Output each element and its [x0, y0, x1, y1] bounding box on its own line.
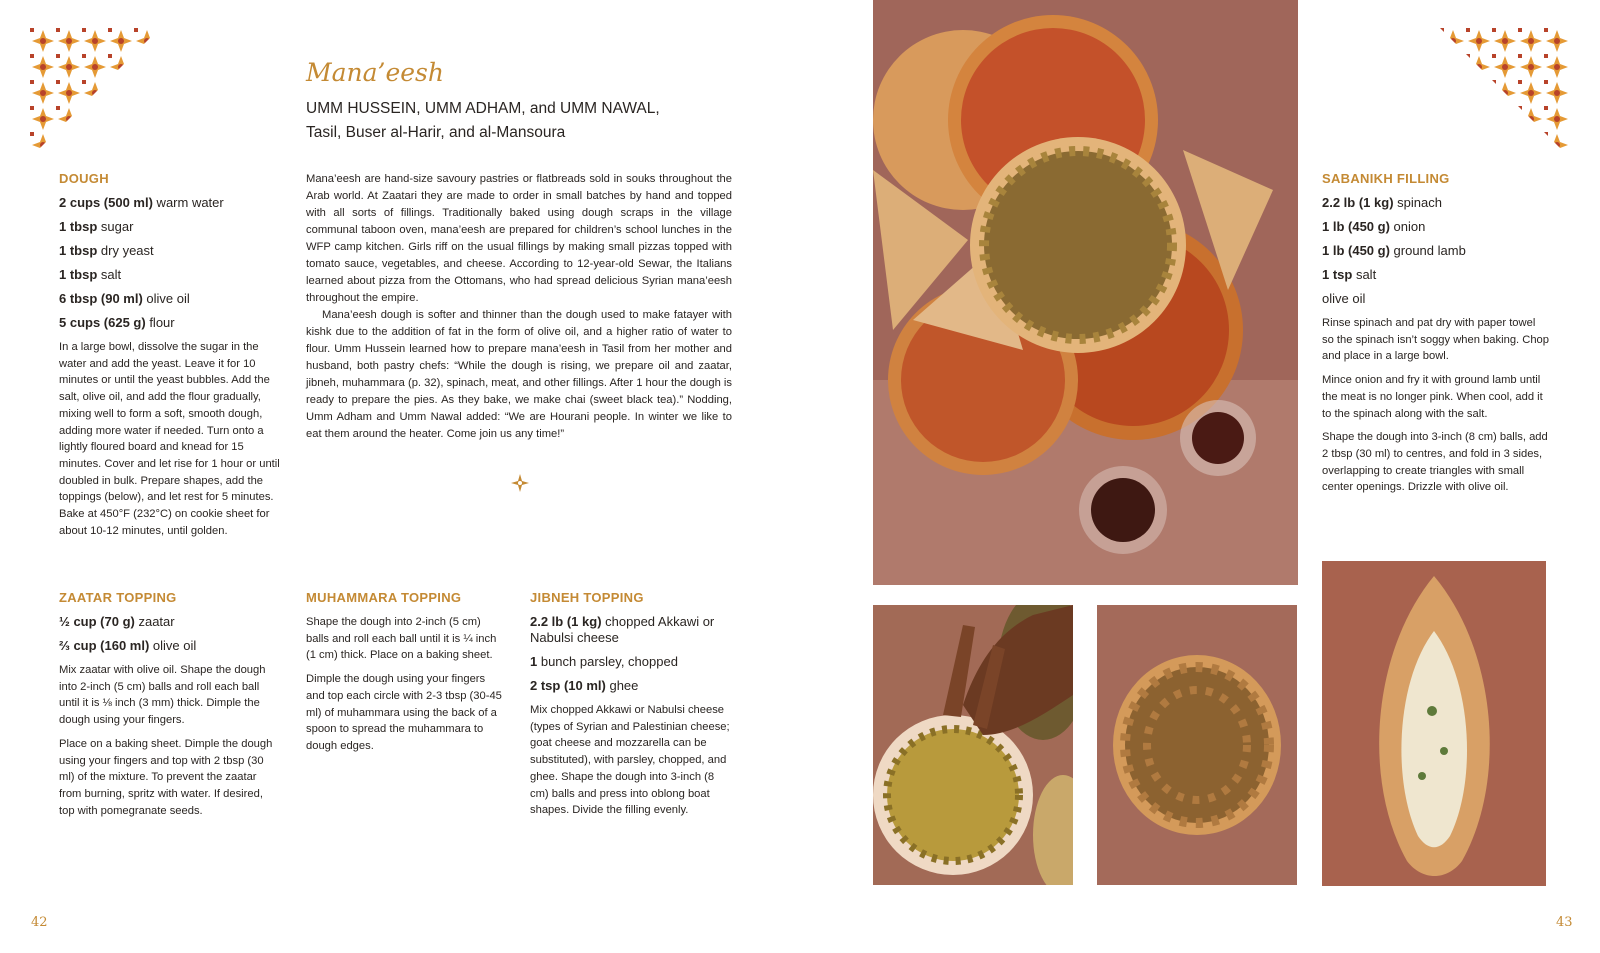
sabanikh-section	[1322, 195, 1550, 503]
page-number-right: 43	[1556, 915, 1573, 930]
main-food-photo	[873, 0, 1298, 585]
dough-heading: DOUGH	[59, 171, 109, 186]
sabanikh-heading: SABANIKH FILLING	[1322, 171, 1450, 186]
ingredient-line: 1 tbsp sugar	[59, 219, 134, 234]
intro-paragraph-1: Mana’eesh are hand-size savoury pastries or flatbreads sold in souks throughout the Arab world. At Zaatari they are made to order in small batches by hand and topped with all sorts of fillings. Traditionally baked using dough scraps in the village communal taboon oven, mana’eesh are prepared for children’s school lunches in the WFP camp kitchen. Girls riff on the usual fillings by making small pizzas topped with tomato sauce, vegetables, and cheese. According to 12-year-old Sewar, the Italians learned about pizza from the Ottomans, who had spread delicious Syrian mana’eesh throughout the empire.	[306, 173, 732, 304]
page-number-left: 42	[31, 915, 48, 930]
dough-method: In a large bowl, dissolve the sugar in the water and add the yeast. Leave it for 10 minutes or until the yeast bubbles. Add the salt, olive oil, and add the flour gradually, mixing well to form a soft, smooth dough, adding more water if needed. Turn onto a lightly floured board and knead for 15 minutes. Cover and let rise for 1 hour or until doubled in bulk. Prepare shapes, add the toppings (below), and let rest for 5 minutes. Bake at 450°F (232°C) on cookie sheet for about 10-12 minutes, until golden.	[59, 341, 280, 537]
ingredient-line: 1 lb (450 g) ground lamb	[1322, 243, 1466, 258]
muhammara-heading: MUHAMMARA TOPPING	[306, 590, 462, 605]
muhammara-method-2: Dimple the dough using your fingers and top each circle with 2-3 tbsp (30-45 ml) of muhammara using the back of a spoon to spread the muhammara to dough edges.	[306, 673, 502, 752]
sabanikh-method-3: Shape the dough into 3-inch (8 cm) balls, add 2 tbsp (30 ml) to centres, and fold in 3 sides, overlapping to create triangles with small center openings. Drizzle with olive oil.	[1322, 431, 1548, 494]
ingredient-line: ½ cup (70 g) zaatar	[59, 614, 175, 629]
intro-text	[306, 171, 732, 443]
ingredient-line: 1 tbsp salt	[59, 267, 122, 282]
subtitle-authors: UMM HUSSEIN, UMM ADHAM, and UMM NAWAL,	[306, 100, 660, 117]
muhammara-method-1: Shape the dough into 2-inch (5 cm) balls and roll each ball until it is ¼ inch (1 cm) thick. Place on a baking sheet.	[306, 616, 497, 662]
corner-ornament-left	[30, 28, 160, 158]
ingredient-line: 1 tbsp dry yeast	[59, 243, 154, 258]
ingredient-line: 2.2 lb (1 kg) chopped Akkawi or Nabulsi cheese	[530, 614, 715, 645]
ingredient-line: olive oil	[1322, 291, 1366, 306]
ingredient-line: 1 tsp salt	[1322, 267, 1377, 282]
jibneh-boat-photo	[1322, 561, 1546, 886]
ingredient-line: 1 lb (450 g) onion	[1322, 219, 1426, 234]
ingredient-line: ⅔ cup (160 ml) olive oil	[59, 638, 197, 653]
ingredient-line: 2 tsp (10 ml) ghee	[530, 678, 639, 693]
sabanikh-method-1: Rinse spinach and pat dry with paper towel so the spinach isn’t soggy when baking. Chop and place in a large bowl.	[1322, 317, 1550, 363]
sabanikh-method-2: Mince onion and fry it with ground lamb until the meat is no longer pink. When cool, add it to the spinach along with the salt.	[1322, 374, 1543, 420]
ingredient-line: 2 cups (500 ml) warm water	[59, 195, 224, 210]
zaatar-heading: ZAATAR TOPPING	[59, 590, 177, 605]
flourish-icon	[510, 473, 530, 493]
hands-dimpling-photo	[873, 605, 1073, 885]
recipe-title: Mana’eesh	[306, 58, 444, 87]
ingredient-line: 5 cups (625 g) flour	[59, 315, 175, 330]
zaatar-section	[59, 614, 281, 826]
ingredient-line: 2.2 lb (1 kg) spinach	[1322, 195, 1442, 210]
subtitle-places: Tasil, Buser al-Harir, and al-Mansoura	[306, 124, 566, 141]
corner-ornament-right	[1440, 28, 1570, 158]
zaatar-method-2: Place on a baking sheet. Dimple the dough using your fingers and top with 2 tbsp (30 ml) of the mixture. To prevent the zaatar from burning, spritz with water. If desired, top with pomegranate seeds.	[59, 737, 273, 817]
dough-section	[59, 195, 281, 546]
ingredient-line: 6 tbsp (90 ml) olive oil	[59, 291, 190, 306]
intro-paragraph-2: Mana’eesh dough is softer and thinner than the dough used to make fatayer with kishk due to the addition of fat in the form of olive oil, and a higher ratio of water to flour. Umm Hussein learned how to prepare mana’eesh in Tasil from her mother and husband, both pastry chefs: “While the dough is rising, we prepare oil and zaatar, jibneh, muhammara (p. 32), spinach, meat, and other fillings. After 1 hour the dough is ready to prepare the pies. As they bake, we make chai (sweet black tea).” Nodding, Umm Adham and Umm Nawal added: “We are Hourani people. In winter we like to eat them around the heater. Come join us any time!”	[306, 309, 732, 440]
jibneh-heading: JIBNEH TOPPING	[530, 590, 644, 605]
jibneh-section	[530, 614, 735, 826]
muhammara-section	[306, 614, 506, 762]
zaatar-method-1: Mix zaatar with olive oil. Shape the dough into 2-inch (5 cm) balls and roll each ball until it is ⅛ inch (3 mm) thick. Dimple the dough using your fingers.	[59, 664, 266, 727]
zaatar-manaeesh-photo	[1097, 605, 1297, 885]
ingredient-line: 1 bunch parsley, chopped	[530, 654, 678, 669]
recipe-subtitle	[306, 97, 726, 145]
jibneh-method: Mix chopped Akkawi or Nabulsi cheese (types of Syrian and Palestinian cheese; goat cheese and mozzarella can be substituted), with parsley, chopped, and ghee. Shape the dough into 3-inch (8 cm) balls and press into oblong boat shapes. Divide the filling evenly.	[530, 704, 730, 817]
